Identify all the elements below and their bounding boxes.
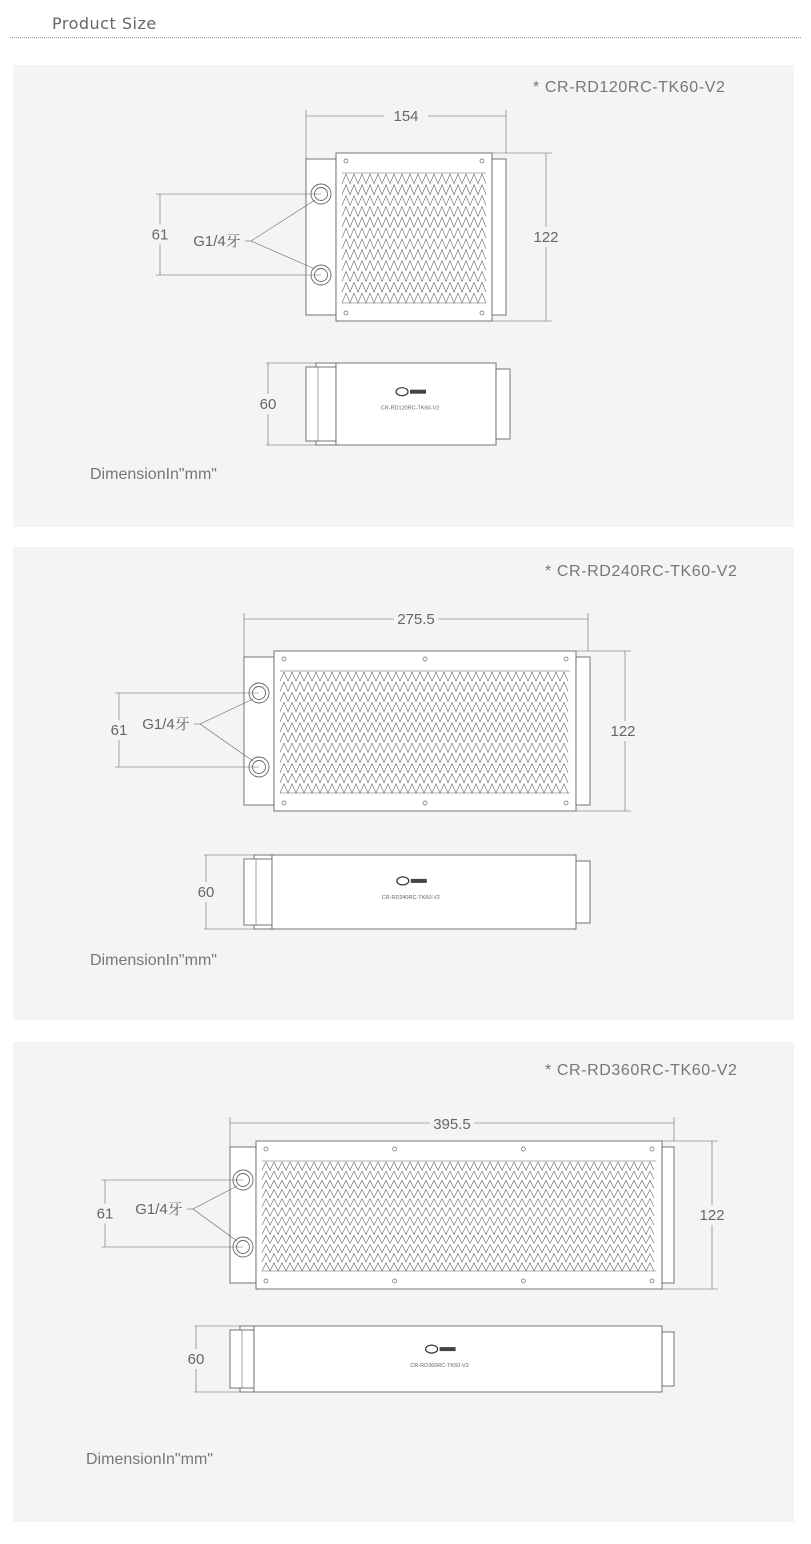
- radiator-240-drawing: [13, 547, 794, 1020]
- radiator-core: [336, 153, 492, 321]
- model-label: * CR-RD360RC-TK60-V2: [545, 1062, 738, 1079]
- model-label: * CR-RD240RC-TK60-V2: [545, 563, 738, 580]
- side-end-cap: [576, 861, 590, 923]
- model-label: * CR-RD120RC-TK60-V2: [533, 79, 726, 96]
- height-dim-label: 122: [699, 1207, 725, 1224]
- radiator-120-drawing: [13, 65, 794, 527]
- thickness-dim-label: 60: [187, 1351, 205, 1368]
- thread-callout-label: G1/4牙: [142, 716, 190, 733]
- width-dim-label: 395.5: [433, 1116, 471, 1133]
- thickness-dim-label: 60: [197, 884, 215, 901]
- inlet-tank: [244, 657, 274, 805]
- end-tank: [492, 159, 506, 315]
- port-spacing-label: 61: [96, 1205, 114, 1223]
- side-model-label: CR-RD120RC-TK60-V2: [380, 405, 440, 412]
- side-model-label: CR-RD240RC-TK60-V2: [381, 894, 440, 901]
- radiator-360-panel: [13, 1042, 794, 1522]
- end-tank: [662, 1147, 674, 1283]
- port-spacing-label: 61: [151, 226, 169, 244]
- side-body: [272, 855, 576, 929]
- port-spacing-label: 61: [110, 722, 128, 739]
- side-end-cap: [662, 1332, 674, 1386]
- side-body: [254, 1326, 662, 1392]
- thread-callout-label: G1/4牙: [193, 233, 241, 250]
- side-inlet-tank: [244, 859, 272, 925]
- side-inlet-tank: [306, 367, 336, 441]
- inlet-tank: [306, 159, 336, 315]
- height-dim-label: 122: [610, 723, 636, 740]
- unit-note: DimensionIn"mm": [90, 466, 217, 483]
- width-dim-label: 154: [393, 108, 419, 125]
- height-dim-label: 122: [533, 229, 559, 246]
- page-header: [0, 0, 811, 40]
- unit-note: DimensionIn"mm": [90, 952, 217, 969]
- side-end-cap: [496, 369, 510, 439]
- end-tank: [576, 657, 590, 805]
- callout-leader-top: [251, 200, 315, 241]
- radiator-360-drawing: [13, 1042, 794, 1522]
- side-body: [336, 363, 496, 445]
- radiator-120-panel: [13, 65, 794, 527]
- callout-leader-bottom: [251, 241, 315, 269]
- side-model-label: CR-RD360RC-TK60-V2: [410, 1363, 469, 1370]
- thread-callout-label: G1/4牙: [135, 1201, 183, 1218]
- width-dim-label: 275.5: [397, 611, 435, 628]
- thickness-dim-label: 60: [259, 396, 277, 413]
- unit-note: DimensionIn"mm": [86, 1451, 213, 1468]
- inlet-tank: [230, 1147, 256, 1283]
- header-divider: [10, 37, 801, 38]
- section-title: Product Size: [52, 14, 157, 33]
- radiator-240-panel: [13, 547, 794, 1020]
